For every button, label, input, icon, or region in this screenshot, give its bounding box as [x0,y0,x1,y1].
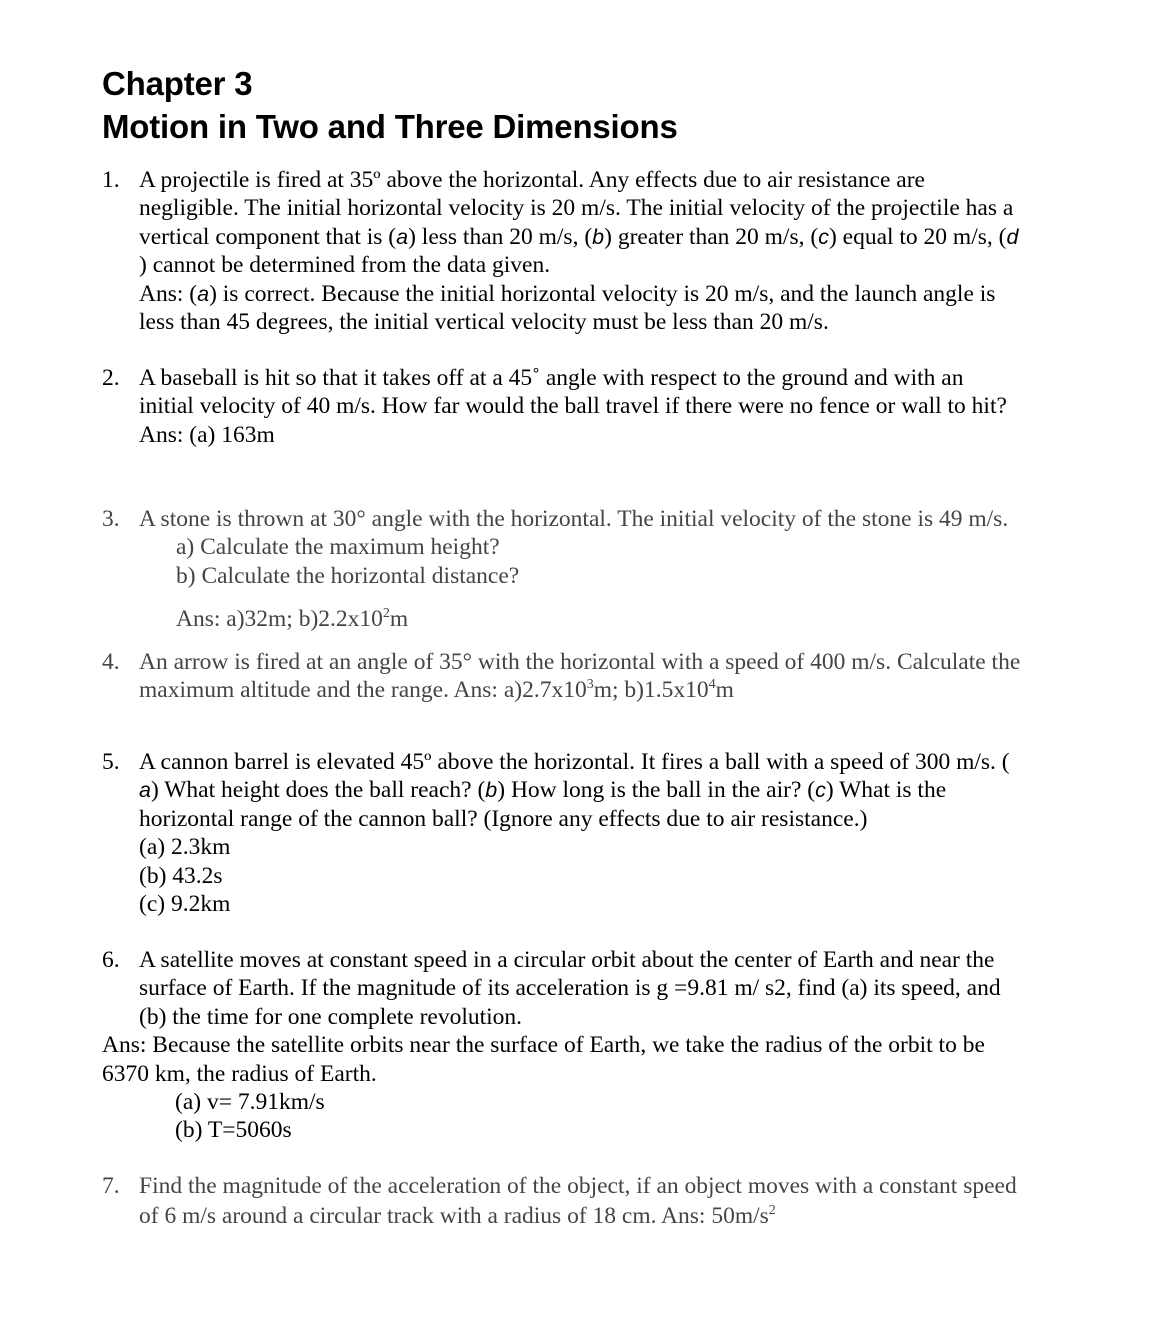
question-text: A cannon barrel is elevated 45º above the horizontal. It fires a ball with a speed of 300 m/s. ( a) What height does the ball reach? (b) How long is the ball in the air? (c) What is the horizontal range of the cannon ball? (Ignore any effects due to air resistance.) (a) 2.3km (b) 43.2s (c) 9.2km [139,748,1089,918]
answer-b: (b) 43.2s [139,862,223,889]
chapter-title: Motion in Two and Three Dimensions [102,108,678,145]
answer: Ans: a)32m; $b)2.2x10^2m$ [176,606,409,633]
question-text: Find the magnitude of the acceleration of the object, if an object moves with a constant speed of 6 m/s around a circular track with a radius of 18 cm. Ans: $50m/s^2$ [139,1172,1089,1231]
answer-b: (b) T=5060s [175,1117,292,1144]
answer: Ans: Because the satellite orbits near the surface of Earth, we take the radius of the orbit to be 6370 km, the radius of Earth. (a) v= 7.91km/s (b) T=5060s [102,1031,1102,1145]
question-number: 1. [102,167,120,193]
question-number: 7. [102,1173,120,1199]
question-number: 2. [102,365,120,391]
question-text: A projectile is fired at 35º above the horizontal. Any effects due to air resistance are negligible. The initial horizontal velocity is 20 m/s. The initial velocity of the projectile has a vertical component that is (a) less than 20 m/s, (b) greater than 20 m/s, (c) equal to 20 m/s, (d ) cannot be determined from the data given. Ans: (a) is correct. Because the initial horizontal velocity is 20 m/s, and the launch angle is less than 45 degrees, the initial vertical velocity must be less than 20 m/s. [139,166,1089,336]
answer-c: (c) 9.2km [139,891,231,918]
question-number: 3. [102,506,120,532]
question-text: A baseball is hit so that it takes off at a 45˚ angle with respect to the ground and with an initial velocity of 40 m/s. How far would the ball travel if there were no fence or wall to hit? Ans: (a) 163m [139,364,1089,449]
answer: Ans: (a) 163m [139,421,275,448]
question-text: An arrow is fired at an angle of 35° with the horizontal with a speed of 400 m/s. Calculate the maximum altitude and the range. Ans: $a)2.7x10^3m$; $b)1.5x10^4m$ [139,648,1089,705]
question-number: 4. [102,649,120,675]
answer-a: (a) 2.3km [139,834,231,861]
answer-a: (a) v= 7.91km/s [175,1089,325,1115]
answer: of 6 m/s around a circular track with a radius of 18 cm. Ans: $50m/s^2$ [139,1203,776,1230]
answer: Ans: (a) is correct. Because the initial horizontal velocity is 20 m/s, and the launch angle is [139,280,996,307]
question-number: 5. [102,749,120,775]
question-text: A satellite moves at constant speed in a circular orbit about the center of Earth and near the surface of Earth. If the magnitude of its acceleration is g =9.81 m/ s2, find (a) its speed, and (b) the time for one complete revolution. [139,947,1001,1030]
question-number: 6. [102,947,120,973]
answer: maximum altitude and the range. Ans: $a)2.7x10^3m$; $b)1.5x10^4m$ [139,677,734,704]
question-text: A stone is thrown at 30° angle with the horizontal. The initial velocity of the stone is 49 m/s. a) Calculate the maximum height? b) Calculate the horizontal distance? Ans: a)32m; $b)2.2x10^2m$ [139,505,1089,634]
chapter-number: Chapter 3 [102,65,253,102]
